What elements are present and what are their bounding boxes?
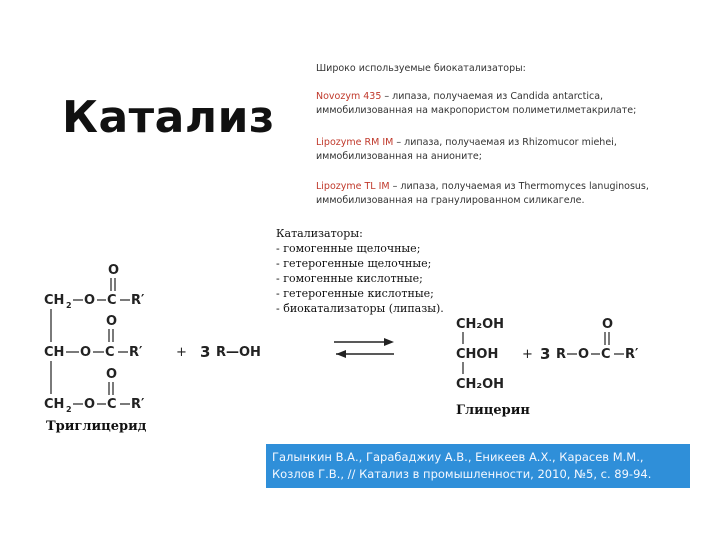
carbonyl-oxygen: O <box>106 367 118 382</box>
catalyst-list-item: - биокатализаторы (липазы). <box>276 302 444 315</box>
equilibrium-arrow <box>334 338 394 358</box>
biocatalyst-line1: – липаза, получаемая из Rhizomucor miehei, <box>393 137 617 148</box>
glycerol-middle: CHOH <box>456 347 499 362</box>
glycerol-caption: Глицерин <box>456 403 530 418</box>
triglyceride-structure <box>44 263 145 414</box>
carbonyl-carbon: C <box>105 345 115 360</box>
carbonyl-carbon: C <box>107 293 117 308</box>
catalyst-list-item: - гетерогенные кислотные; <box>276 287 434 300</box>
r-group: R <box>556 347 567 362</box>
alcohol-formula: R—OH <box>216 345 261 360</box>
plus-sign: + <box>522 347 533 362</box>
carbonyl-oxygen: O <box>106 314 118 329</box>
glycerol-structure <box>456 317 504 392</box>
biocatalyst-name: Novozym 435 <box>316 91 382 102</box>
catalyst-list-heading: Катализаторы: <box>276 227 363 240</box>
biocatalyst-line2: иммобилизованная на макропористом полиметилметакрилате; <box>316 105 637 116</box>
ester-oxygen: O <box>84 397 96 412</box>
carbonyl-carbon: C <box>107 397 117 412</box>
glycerol-top: CH₂OH <box>456 317 505 332</box>
triglyceride-caption: Триглицерид <box>46 419 147 434</box>
biocatalyst-name: Lipozyme TL IM <box>316 181 390 192</box>
biocatalysts-heading: Широко используемые биокатализаторы: <box>316 63 526 74</box>
ch-group: CH <box>44 345 65 360</box>
subscript: 2 <box>66 301 72 310</box>
ester-oxygen: O <box>578 347 590 362</box>
carbonyl-oxygen: O <box>602 317 614 332</box>
reference-box: Галынкин В.А., Гарабаджиу А.В., Еникеев А.Х., Карасев М.М., Козлов Г.В., // Катализ в промышленности, 2010, №5, с. 89-94. <box>266 444 690 488</box>
coefficient: 3 <box>200 343 211 361</box>
plus-sign: + <box>176 345 187 360</box>
carbonyl-oxygen: O <box>108 263 120 278</box>
ester-product-structure <box>556 317 639 362</box>
biocatalyst-line2: иммобилизованная на анионите; <box>316 151 482 162</box>
r-prime: R′ <box>129 345 143 360</box>
r-prime: R′ <box>131 293 145 308</box>
catalyst-list-item: - гетерогенные щелочные; <box>276 257 432 270</box>
page-title: Катализ <box>62 92 275 143</box>
ester-oxygen: O <box>84 293 96 308</box>
coefficient: 3 <box>540 345 551 363</box>
glycerol-bottom: CH₂OH <box>456 377 505 392</box>
ester-oxygen: O <box>80 345 92 360</box>
biocatalyst-line2: иммобилизованная на гранулированном силикагеле. <box>316 195 585 206</box>
r-prime: R′ <box>625 347 639 362</box>
ch2-group: CH <box>44 397 65 412</box>
biocatalyst-line1: – липаза, получаемая из Thermomyces lanuginosus, <box>389 181 649 192</box>
subscript: 2 <box>66 405 72 414</box>
carbonyl-carbon: C <box>601 347 611 362</box>
r-prime: R′ <box>131 397 145 412</box>
catalyst-list-item: - гомогенные кислотные; <box>276 272 423 285</box>
biocatalyst-name: Lipozyme RM IM <box>316 137 394 148</box>
ch2-group: CH <box>44 293 65 308</box>
biocatalyst-line1: – липаза, получаемая из Candida antarctica, <box>381 91 604 102</box>
catalyst-list-item: - гомогенные щелочные; <box>276 242 421 255</box>
